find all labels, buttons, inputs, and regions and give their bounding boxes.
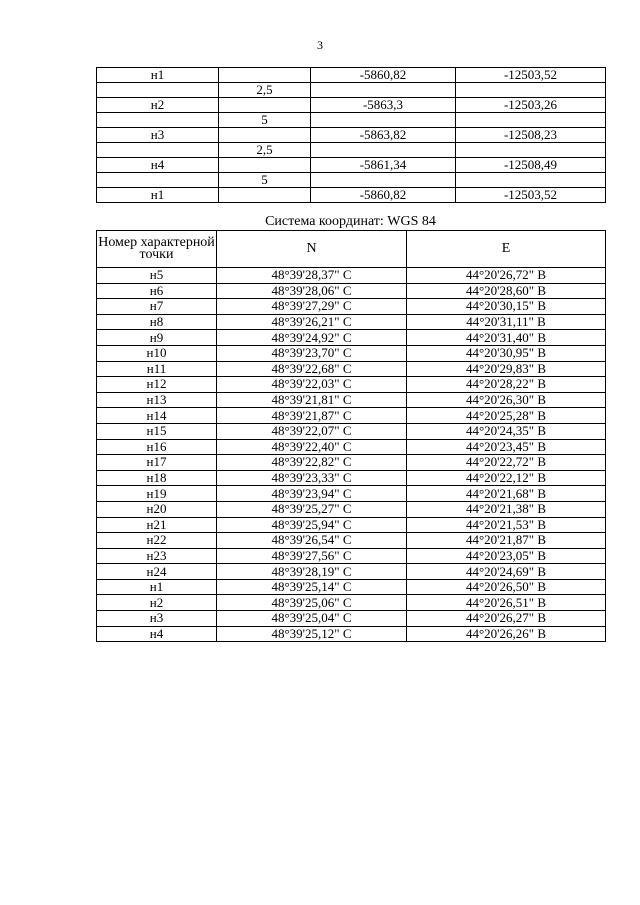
point-number-cell: н10: [97, 345, 217, 361]
wgs84-coordinates-table: [96, 230, 606, 642]
point-row: [97, 128, 606, 143]
point-number-cell: н3: [97, 611, 217, 627]
latitude-cell: 48°39'28,37" С: [217, 268, 407, 284]
longitude-cell: 44°20'21,38" В: [407, 501, 606, 517]
table-row: [97, 392, 606, 408]
point-number-cell: н16: [97, 439, 217, 455]
latitude-cell: 48°39'22,03" С: [217, 377, 407, 393]
table-row: [97, 439, 606, 455]
latitude-cell: 48°39'27,29" С: [217, 299, 407, 315]
longitude-cell: 44°20'21,53" В: [407, 517, 606, 533]
point-cell: н1: [97, 188, 219, 203]
y-cell: [456, 173, 606, 188]
distance-cell: [219, 128, 311, 143]
table-row: [97, 408, 606, 424]
page-number: 3: [317, 38, 323, 52]
latitude-cell: 48°39'22,68" С: [217, 361, 407, 377]
point-cell: [97, 173, 219, 188]
latitude-cell: 48°39'22,40" С: [217, 439, 407, 455]
point-row: [97, 68, 606, 83]
point-cell: н4: [97, 158, 219, 173]
point-cell: н1: [97, 68, 219, 83]
latitude-cell: 48°39'25,14" С: [217, 579, 407, 595]
point-row: [97, 98, 606, 113]
point-number-cell: н19: [97, 486, 217, 502]
longitude-cell: 44°20'26,72" В: [407, 268, 606, 284]
distance-cell: 2,5: [219, 143, 311, 158]
point-number-cell: н24: [97, 564, 217, 580]
table-row: [97, 533, 606, 549]
x-cell: -5861,34: [311, 158, 456, 173]
longitude-cell: 44°20'25,28" В: [407, 408, 606, 424]
point-number-cell: н8: [97, 314, 217, 330]
table-row: [97, 314, 606, 330]
longitude-cell: 44°20'23,45" В: [407, 439, 606, 455]
latitude-cell: 48°39'27,56" С: [217, 548, 407, 564]
x-cell: -5860,82: [311, 68, 456, 83]
coordinate-system-caption: Система координат: WGS 84: [265, 214, 436, 229]
table-row: [97, 361, 606, 377]
boundary-table-body: [97, 68, 606, 203]
table-row: [97, 330, 606, 346]
y-cell: [456, 143, 606, 158]
distance-cell: 2,5: [219, 83, 311, 98]
point-number-cell: н15: [97, 423, 217, 439]
point-cell: н2: [97, 98, 219, 113]
point-cell: [97, 113, 219, 128]
table-row: [97, 268, 606, 284]
table-row: [97, 626, 606, 642]
table-row: [97, 345, 606, 361]
latitude-cell: 48°39'25,27" С: [217, 501, 407, 517]
table-row: [97, 611, 606, 627]
point-cell: [97, 143, 219, 158]
point-number-cell: н12: [97, 377, 217, 393]
latitude-cell: 48°39'22,07" С: [217, 423, 407, 439]
y-cell: -12503,52: [456, 188, 606, 203]
distance-row: [97, 83, 606, 98]
table-row: [97, 299, 606, 315]
longitude-cell: 44°20'26,27" В: [407, 611, 606, 627]
point-number-cell: н9: [97, 330, 217, 346]
latitude-cell: 48°39'25,04" С: [217, 611, 407, 627]
boundary-coordinates-table: [96, 67, 606, 203]
longitude-cell: 44°20'26,50" В: [407, 579, 606, 595]
point-number-cell: н13: [97, 392, 217, 408]
longitude-cell: 44°20'28,60" В: [407, 283, 606, 299]
table-row: [97, 517, 606, 533]
table-row: [97, 548, 606, 564]
point-number-cell: н7: [97, 299, 217, 315]
longitude-cell: 44°20'30,15" В: [407, 299, 606, 315]
coordinates-table-body: [97, 268, 606, 642]
point-number-cell: н1: [97, 579, 217, 595]
header-e: E: [407, 231, 606, 268]
x-cell: -5863,82: [311, 128, 456, 143]
longitude-cell: 44°20'31,40" В: [407, 330, 606, 346]
point-number-cell: н2: [97, 595, 217, 611]
latitude-cell: 48°39'25,94" С: [217, 517, 407, 533]
longitude-cell: 44°20'22,72" В: [407, 455, 606, 471]
longitude-cell: 44°20'21,68" В: [407, 486, 606, 502]
point-cell: н3: [97, 128, 219, 143]
y-cell: -12508,23: [456, 128, 606, 143]
table-row: [97, 579, 606, 595]
x-cell: [311, 83, 456, 98]
distance-row: [97, 113, 606, 128]
distance-row: [97, 143, 606, 158]
table-row: [97, 564, 606, 580]
table-row: [97, 377, 606, 393]
longitude-cell: 44°20'22,12" В: [407, 470, 606, 486]
longitude-cell: 44°20'21,87" В: [407, 533, 606, 549]
latitude-cell: 48°39'21,87" С: [217, 408, 407, 424]
longitude-cell: 44°20'31,11" В: [407, 314, 606, 330]
point-number-cell: н23: [97, 548, 217, 564]
longitude-cell: 44°20'26,51" В: [407, 595, 606, 611]
point-cell: [97, 83, 219, 98]
x-cell: [311, 143, 456, 158]
header-point-number: Номер характерной точки: [97, 231, 217, 268]
latitude-cell: 48°39'25,12" С: [217, 626, 407, 642]
y-cell: [456, 83, 606, 98]
point-number-cell: н5: [97, 268, 217, 284]
y-cell: -12508,49: [456, 158, 606, 173]
table-row: [97, 423, 606, 439]
longitude-cell: 44°20'26,26" В: [407, 626, 606, 642]
point-number-cell: н20: [97, 501, 217, 517]
longitude-cell: 44°20'30,95" В: [407, 345, 606, 361]
distance-cell: [219, 158, 311, 173]
longitude-cell: 44°20'26,30" В: [407, 392, 606, 408]
latitude-cell: 48°39'22,82" С: [217, 455, 407, 471]
table-row: [97, 595, 606, 611]
longitude-cell: 44°20'28,22" В: [407, 377, 606, 393]
longitude-cell: 44°20'29,83" В: [407, 361, 606, 377]
point-row: [97, 188, 606, 203]
latitude-cell: 48°39'23,94" С: [217, 486, 407, 502]
point-number-cell: н4: [97, 626, 217, 642]
latitude-cell: 48°39'26,21" С: [217, 314, 407, 330]
point-number-cell: н11: [97, 361, 217, 377]
distance-cell: [219, 188, 311, 203]
latitude-cell: 48°39'24,92" С: [217, 330, 407, 346]
latitude-cell: 48°39'25,06" С: [217, 595, 407, 611]
header-row: [97, 231, 606, 268]
table-row: [97, 486, 606, 502]
table-row: [97, 455, 606, 471]
latitude-cell: 48°39'23,33" С: [217, 470, 407, 486]
y-cell: [456, 113, 606, 128]
x-cell: [311, 113, 456, 128]
longitude-cell: 44°20'24,35" В: [407, 423, 606, 439]
x-cell: -5860,82: [311, 188, 456, 203]
latitude-cell: 48°39'21,81" С: [217, 392, 407, 408]
point-number-cell: н6: [97, 283, 217, 299]
latitude-cell: 48°39'28,06" С: [217, 283, 407, 299]
longitude-cell: 44°20'24,69" В: [407, 564, 606, 580]
latitude-cell: 48°39'26,54" С: [217, 533, 407, 549]
table-row: [97, 501, 606, 517]
latitude-cell: 48°39'28,19" С: [217, 564, 407, 580]
y-cell: -12503,26: [456, 98, 606, 113]
header-n: N: [217, 231, 407, 268]
distance-cell: 5: [219, 113, 311, 128]
longitude-cell: 44°20'23,05" В: [407, 548, 606, 564]
x-cell: -5863,3: [311, 98, 456, 113]
point-row: [97, 158, 606, 173]
point-number-cell: н17: [97, 455, 217, 471]
latitude-cell: 48°39'23,70" С: [217, 345, 407, 361]
point-number-cell: н14: [97, 408, 217, 424]
table-row: [97, 283, 606, 299]
point-number-cell: н18: [97, 470, 217, 486]
distance-cell: [219, 98, 311, 113]
distance-row: [97, 173, 606, 188]
table-row: [97, 470, 606, 486]
point-number-cell: н21: [97, 517, 217, 533]
point-number-cell: н22: [97, 533, 217, 549]
distance-cell: [219, 68, 311, 83]
x-cell: [311, 173, 456, 188]
y-cell: -12503,52: [456, 68, 606, 83]
distance-cell: 5: [219, 173, 311, 188]
